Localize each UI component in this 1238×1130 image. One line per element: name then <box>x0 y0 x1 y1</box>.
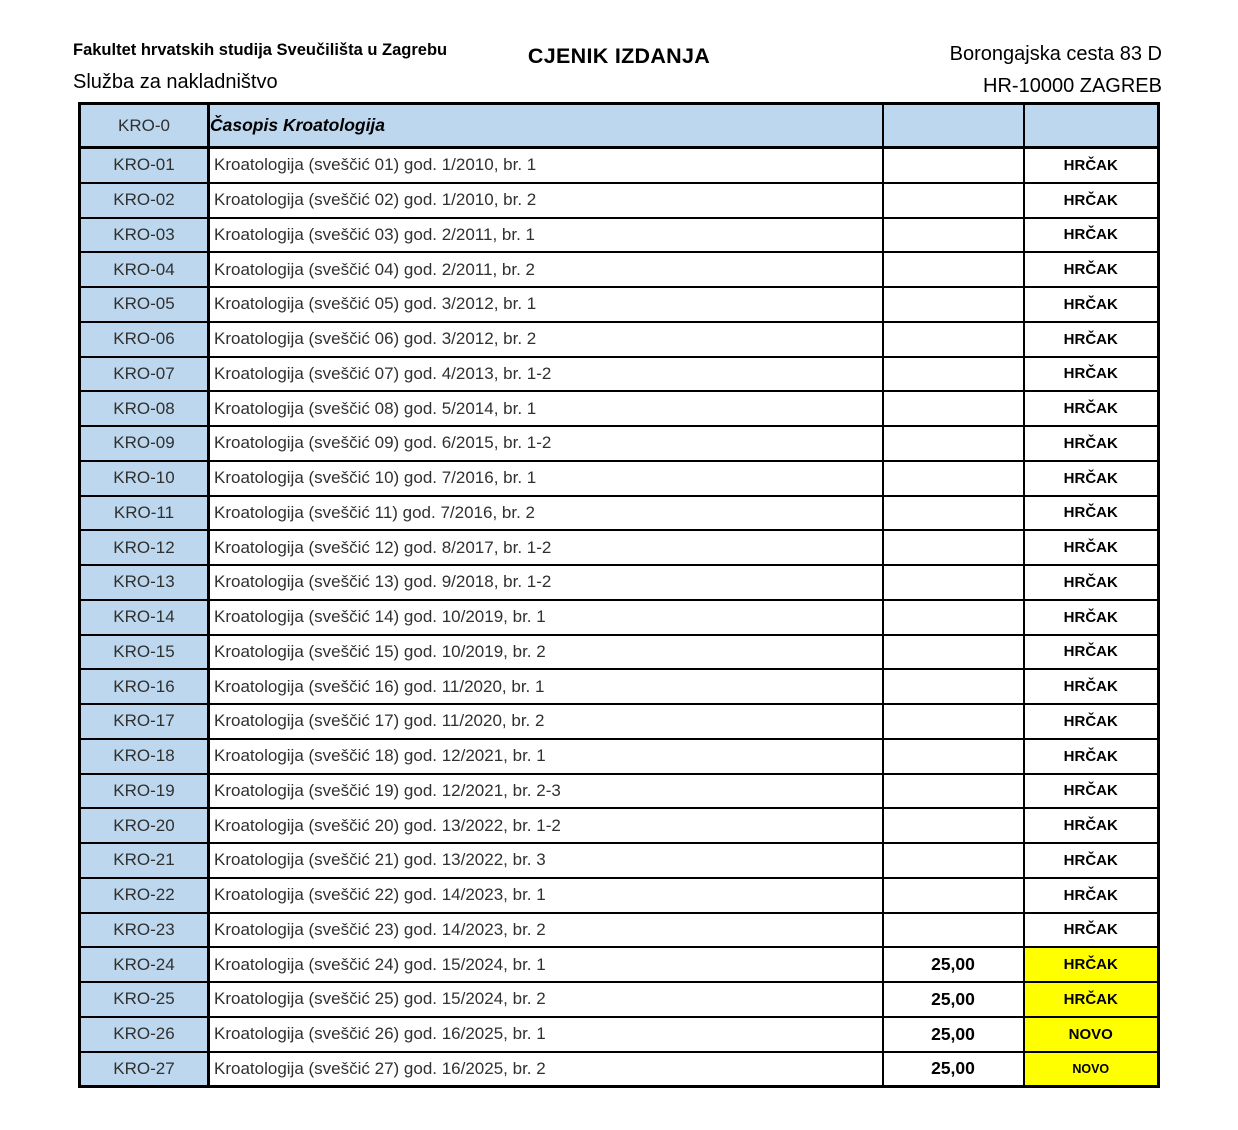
row-code-cell: KRO-22 <box>80 878 209 913</box>
row-price-cell <box>883 496 1024 531</box>
row-title-cell: Kroatologija (sveščić 10) god. 7/2016, br. 1 <box>209 461 883 496</box>
letterhead-address-block <box>950 38 1162 102</box>
row-code-cell: KRO-15 <box>80 635 209 670</box>
row-title-cell: Kroatologija (sveščić 22) god. 14/2023, br. 1 <box>209 878 883 913</box>
row-price-cell <box>883 913 1024 948</box>
table-row <box>80 496 1159 531</box>
row-code-cell: KRO-04 <box>80 252 209 287</box>
row-title-cell: Kroatologija (sveščić 18) god. 12/2021, br. 1 <box>209 739 883 774</box>
row-title-cell: Kroatologija (sveščić 27) god. 16/2025, br. 2 <box>209 1052 883 1087</box>
address-city: HR-10000 ZAGREB <box>983 75 1162 97</box>
row-price-cell: 25,00 <box>883 1017 1024 1052</box>
row-price-cell <box>883 878 1024 913</box>
row-title-cell: Kroatologija (sveščić 24) god. 15/2024, br. 1 <box>209 947 883 982</box>
table-row <box>80 218 1159 253</box>
table-row <box>80 774 1159 809</box>
table-row <box>80 252 1159 287</box>
row-price-cell <box>883 426 1024 461</box>
row-code-cell: KRO-18 <box>80 739 209 774</box>
row-link-cell: HRČAK <box>1024 600 1159 635</box>
table-row <box>80 947 1159 982</box>
row-title-cell: Kroatologija (sveščić 11) god. 7/2016, br. 2 <box>209 496 883 531</box>
row-link-cell: HRČAK <box>1024 391 1159 426</box>
row-code-cell: KRO-09 <box>80 426 209 461</box>
row-title-cell: Kroatologija (sveščić 06) god. 3/2012, br. 2 <box>209 322 883 357</box>
row-title-cell: Kroatologija (sveščić 25) god. 15/2024, br. 2 <box>209 982 883 1017</box>
table-row <box>80 1052 1159 1087</box>
row-price-cell <box>883 287 1024 322</box>
row-code-cell: KRO-24 <box>80 947 209 982</box>
row-price-cell <box>883 808 1024 843</box>
table-header-row <box>80 104 1159 148</box>
row-price-cell <box>883 322 1024 357</box>
row-link-cell: HRČAK <box>1024 148 1159 183</box>
table-row <box>80 1017 1159 1052</box>
row-link-cell: HRČAK <box>1024 982 1159 1017</box>
row-code-cell: KRO-01 <box>80 148 209 183</box>
row-price-cell <box>883 530 1024 565</box>
row-code-cell: KRO-19 <box>80 774 209 809</box>
row-title-cell: Kroatologija (sveščić 23) god. 14/2023, br. 2 <box>209 913 883 948</box>
row-link-cell: HRČAK <box>1024 252 1159 287</box>
table-row <box>80 913 1159 948</box>
row-code-cell: KRO-03 <box>80 218 209 253</box>
row-link-cell: HRČAK <box>1024 287 1159 322</box>
org-department: Služba za nakladništvo <box>73 71 278 93</box>
table-row <box>80 669 1159 704</box>
row-link-cell: HRČAK <box>1024 218 1159 253</box>
row-link-cell: HRČAK <box>1024 496 1159 531</box>
row-title-cell: Kroatologija (sveščić 07) god. 4/2013, br. 1-2 <box>209 357 883 392</box>
row-title-cell: Kroatologija (sveščić 05) god. 3/2012, br. 1 <box>209 287 883 322</box>
row-title-cell: Kroatologija (sveščić 16) god. 11/2020, br. 1 <box>209 669 883 704</box>
row-code-cell: KRO-26 <box>80 1017 209 1052</box>
row-price-cell <box>883 600 1024 635</box>
row-price-cell <box>883 148 1024 183</box>
row-price-cell <box>883 843 1024 878</box>
row-code-cell: KRO-16 <box>80 669 209 704</box>
row-price-cell <box>883 635 1024 670</box>
price-table-body <box>80 104 1159 1087</box>
row-link-cell: HRČAK <box>1024 669 1159 704</box>
row-price-cell <box>883 774 1024 809</box>
row-code-cell: KRO-07 <box>80 357 209 392</box>
row-code-cell: KRO-23 <box>80 913 209 948</box>
row-link-cell: HRČAK <box>1024 739 1159 774</box>
row-price-cell <box>883 391 1024 426</box>
table-header-code: KRO-0 <box>80 104 209 148</box>
row-link-cell: HRČAK <box>1024 947 1159 982</box>
row-title-cell: Kroatologija (sveščić 17) god. 11/2020, br. 2 <box>209 704 883 739</box>
row-link-cell: HRČAK <box>1024 461 1159 496</box>
row-price-cell: 25,00 <box>883 982 1024 1017</box>
row-title-cell: Kroatologija (sveščić 20) god. 13/2022, br. 1-2 <box>209 808 883 843</box>
row-link-cell: HRČAK <box>1024 808 1159 843</box>
table-row <box>80 530 1159 565</box>
row-price-cell <box>883 669 1024 704</box>
table-row <box>80 739 1159 774</box>
row-link-cell: HRČAK <box>1024 774 1159 809</box>
row-price-cell <box>883 739 1024 774</box>
table-row <box>80 982 1159 1017</box>
table-header-title: Časopis Kroatologija <box>209 104 883 148</box>
row-code-cell: KRO-12 <box>80 530 209 565</box>
page-title: CJENIK IZDANJA <box>527 44 711 68</box>
table-row <box>80 391 1159 426</box>
row-price-cell: 25,00 <box>883 947 1024 982</box>
row-price-cell: 25,00 <box>883 1052 1024 1087</box>
table-row <box>80 183 1159 218</box>
row-price-cell <box>883 461 1024 496</box>
table-row <box>80 357 1159 392</box>
row-link-cell: HRČAK <box>1024 426 1159 461</box>
row-title-cell: Kroatologija (sveščić 09) god. 6/2015, br. 1-2 <box>209 426 883 461</box>
row-code-cell: KRO-14 <box>80 600 209 635</box>
row-code-cell: KRO-11 <box>80 496 209 531</box>
row-link-cell: NOVO <box>1024 1052 1159 1087</box>
row-title-cell: Kroatologija (sveščić 14) god. 10/2019, br. 1 <box>209 600 883 635</box>
row-title-cell: Kroatologija (sveščić 12) god. 8/2017, br. 1-2 <box>209 530 883 565</box>
table-row <box>80 148 1159 183</box>
row-title-cell: Kroatologija (sveščić 19) god. 12/2021, br. 2-3 <box>209 774 883 809</box>
row-title-cell: Kroatologija (sveščić 08) god. 5/2014, br. 1 <box>209 391 883 426</box>
row-link-cell: HRČAK <box>1024 635 1159 670</box>
row-link-cell: HRČAK <box>1024 913 1159 948</box>
table-row <box>80 878 1159 913</box>
row-link-cell: HRČAK <box>1024 843 1159 878</box>
row-code-cell: KRO-21 <box>80 843 209 878</box>
row-link-cell: HRČAK <box>1024 183 1159 218</box>
row-code-cell: KRO-08 <box>80 391 209 426</box>
table-row <box>80 600 1159 635</box>
table-header-link <box>1024 104 1159 148</box>
row-code-cell: KRO-17 <box>80 704 209 739</box>
row-link-cell: HRČAK <box>1024 704 1159 739</box>
table-row <box>80 565 1159 600</box>
row-code-cell: KRO-27 <box>80 1052 209 1087</box>
row-title-cell: Kroatologija (sveščić 02) god. 1/2010, br. 2 <box>209 183 883 218</box>
row-code-cell: KRO-02 <box>80 183 209 218</box>
table-row <box>80 322 1159 357</box>
row-price-cell <box>883 252 1024 287</box>
row-code-cell: KRO-13 <box>80 565 209 600</box>
table-row <box>80 461 1159 496</box>
row-title-cell: Kroatologija (sveščić 03) god. 2/2011, br. 1 <box>209 218 883 253</box>
table-row <box>80 635 1159 670</box>
row-link-cell: NOVO <box>1024 1017 1159 1052</box>
row-link-cell: HRČAK <box>1024 322 1159 357</box>
row-code-cell: KRO-20 <box>80 808 209 843</box>
table-row <box>80 808 1159 843</box>
table-header-price <box>883 104 1024 148</box>
row-title-cell: Kroatologija (sveščić 04) god. 2/2011, br. 2 <box>209 252 883 287</box>
row-title-cell: Kroatologija (sveščić 01) god. 1/2010, br. 1 <box>209 148 883 183</box>
price-table <box>78 102 1160 1088</box>
row-price-cell <box>883 565 1024 600</box>
row-code-cell: KRO-25 <box>80 982 209 1017</box>
row-title-cell: Kroatologija (sveščić 21) god. 13/2022, br. 3 <box>209 843 883 878</box>
row-link-cell: HRČAK <box>1024 357 1159 392</box>
table-row <box>80 287 1159 322</box>
address-street: Borongajska cesta 83 D <box>949 43 1162 65</box>
org-name: Fakultet hrvatskih studija Sveučilišta u Zagrebu <box>73 41 448 59</box>
row-price-cell <box>883 183 1024 218</box>
row-price-cell <box>883 218 1024 253</box>
row-title-cell: Kroatologija (sveščić 26) god. 16/2025, br. 1 <box>209 1017 883 1052</box>
row-link-cell: HRČAK <box>1024 565 1159 600</box>
row-code-cell: KRO-06 <box>80 322 209 357</box>
row-title-cell: Kroatologija (sveščić 15) god. 10/2019, br. 2 <box>209 635 883 670</box>
row-price-cell <box>883 704 1024 739</box>
row-code-cell: KRO-10 <box>80 461 209 496</box>
table-row <box>80 704 1159 739</box>
row-code-cell: KRO-05 <box>80 287 209 322</box>
row-link-cell: HRČAK <box>1024 878 1159 913</box>
table-row <box>80 426 1159 461</box>
row-link-cell: HRČAK <box>1024 530 1159 565</box>
row-title-cell: Kroatologija (sveščić 13) god. 9/2018, br. 1-2 <box>209 565 883 600</box>
row-price-cell <box>883 357 1024 392</box>
table-row <box>80 843 1159 878</box>
